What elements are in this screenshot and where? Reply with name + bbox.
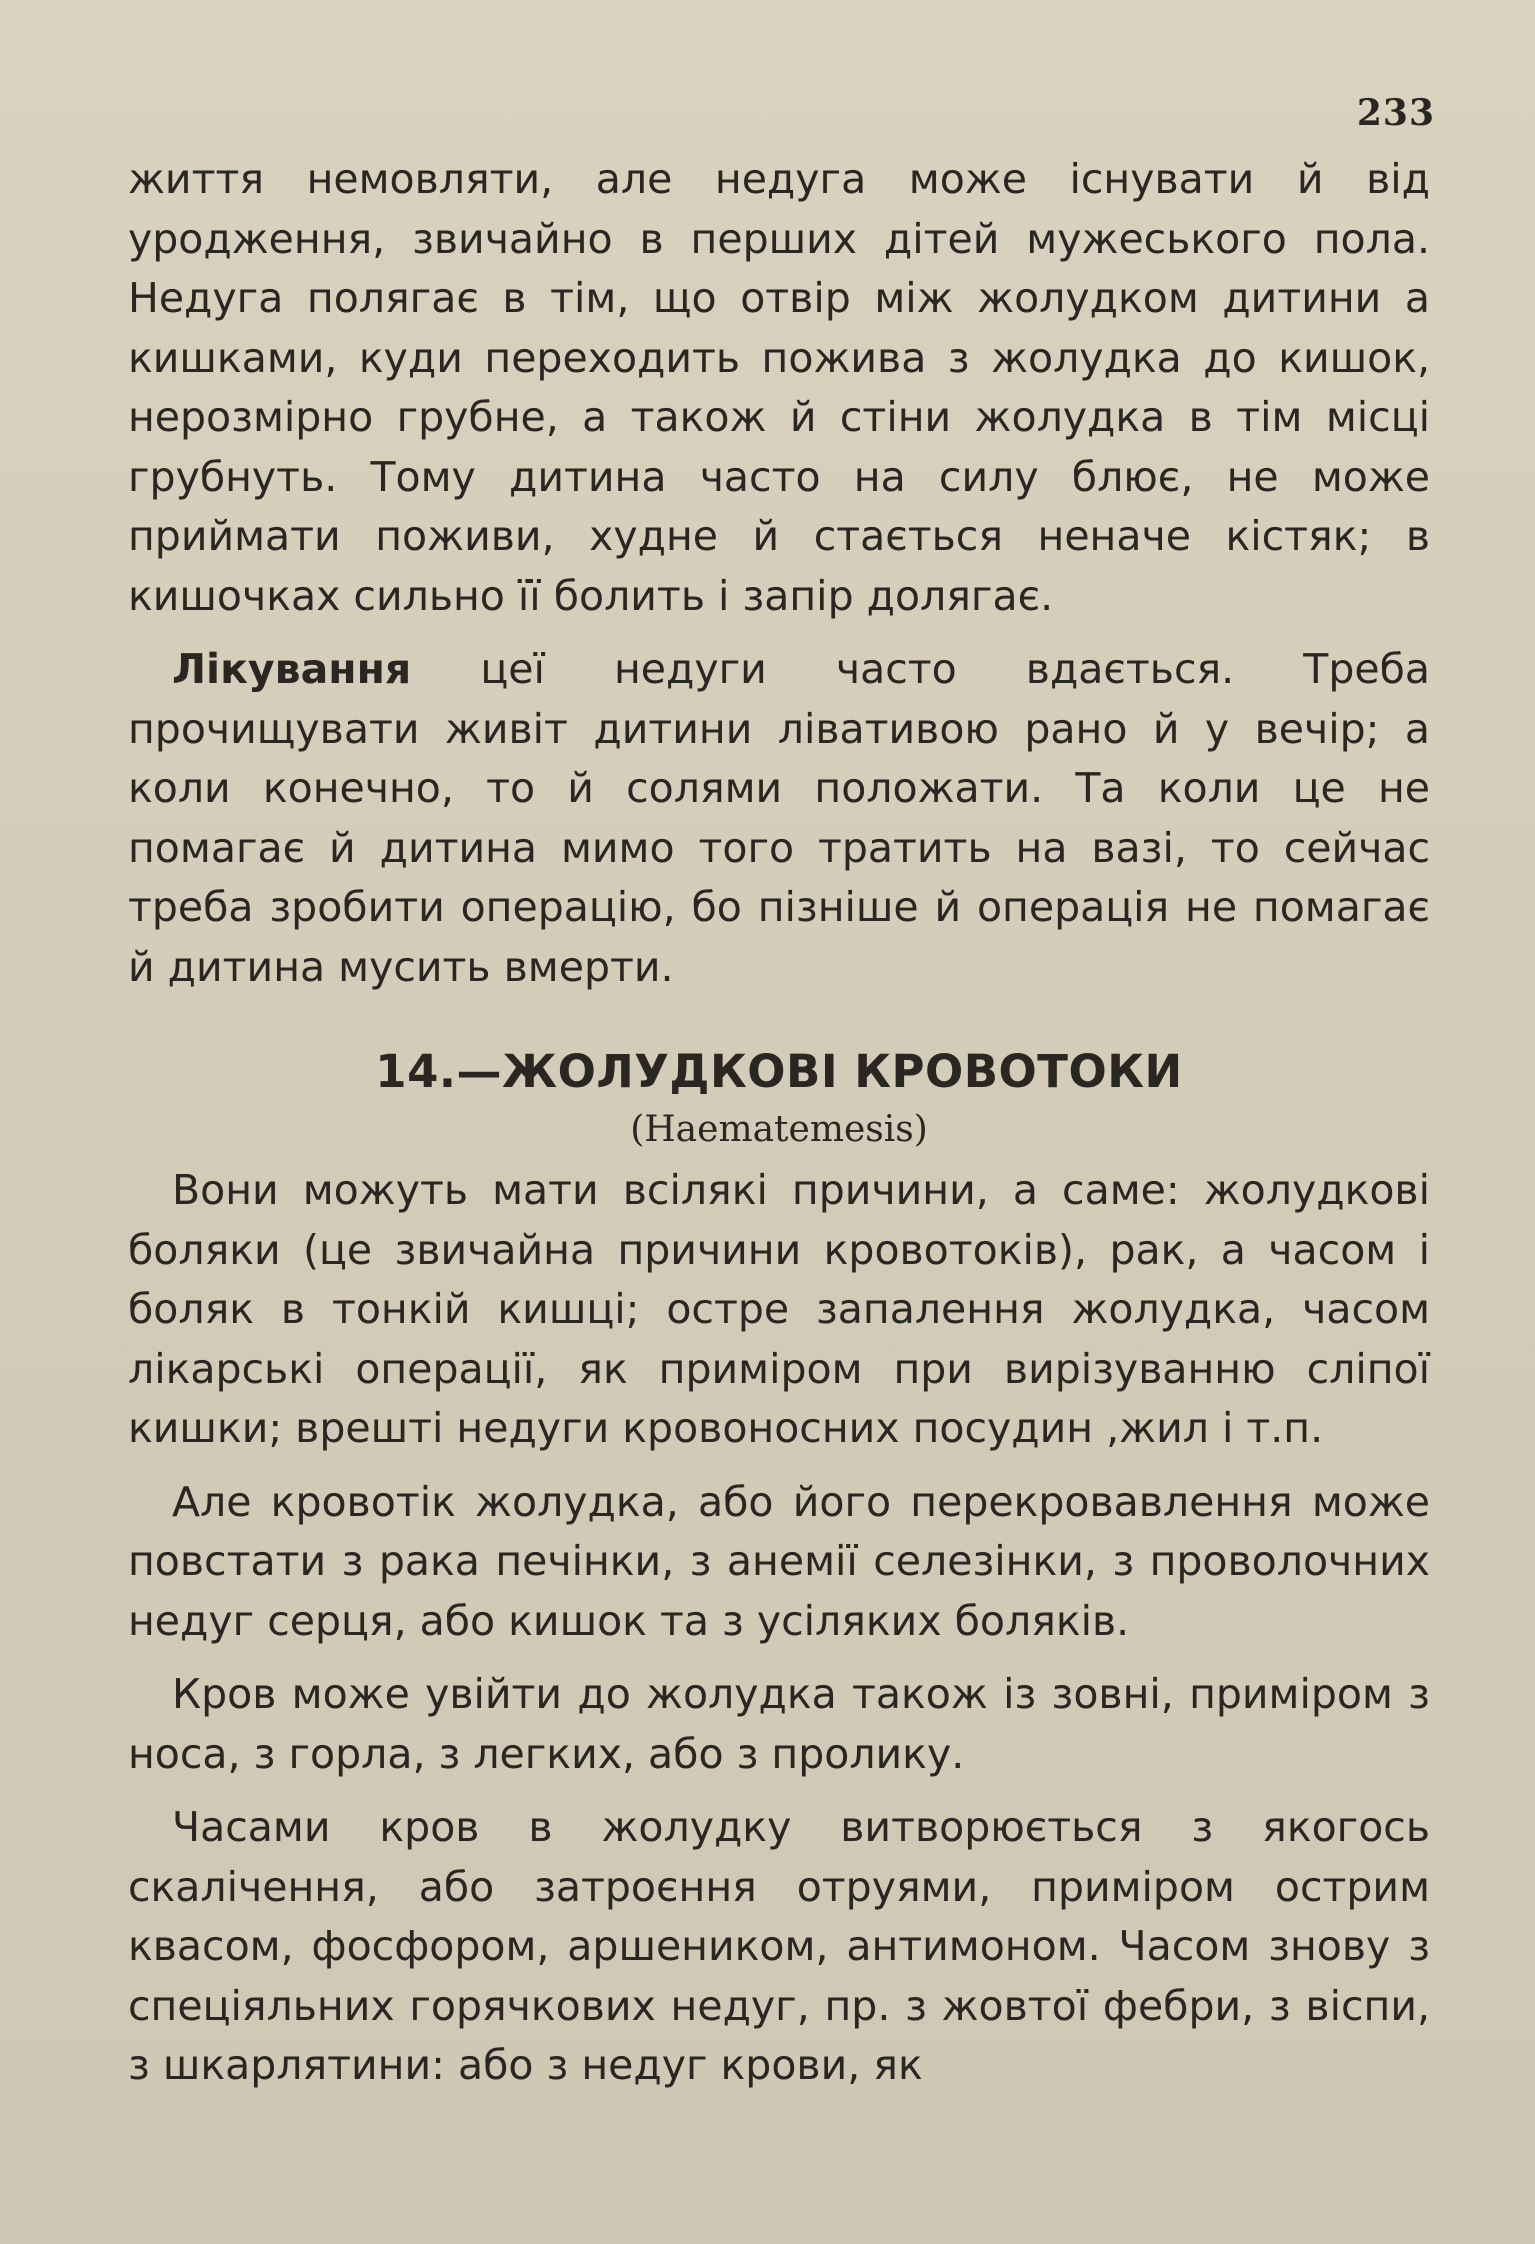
paragraph: Кров може увійти до жолудка також із зовні, приміром з носа, з горла, з легких, або з пролику. [128, 1670, 1430, 1778]
page-number: 233 [1356, 92, 1435, 134]
paragraph [128, 640, 1430, 997]
page-text [128, 150, 1430, 2110]
section-subtitle: (Haematemesis) [630, 1109, 928, 1150]
paragraph-lead-term: Лікування [172, 645, 412, 693]
section-title: 14.—ЖОЛУДКОВІ КРОВОТОКИ [375, 1045, 1183, 1098]
paragraph: Часами кров в жолудку витворюється з якогось скалічення, або затроєння отруями, приміром острим квасом, фосфором, аршеником, антимоном. Часом знову з спеціяльних горячкових недуг, пр. з жовтої фебри, з віспи, з шкарлятини: або з недуг крови, як [128, 1803, 1430, 2089]
paragraph: Але кровотік жолудка, або його перекровавлення може повстати з рака печінки, з анемії селезінки, з проволочних недуг серця, або кишок та з усіляких боляків. [128, 1477, 1430, 1645]
paragraph: Вони можуть мати всілякі причини, а саме: жолудкові боляки (це звичайна причини кровотоків), рак, а часом і боляк в тонкій кишці; остре запалення жолудка, часом лікарські операції, як приміром при вирізуванню сліпої кишки; врешті недуги кровоносних посудин ,жил і т.п. [128, 1166, 1430, 1452]
paragraph [128, 150, 1430, 626]
paragraph-text: цеї недуги часто вдається. Треба прочищувати живіт дитини лівативою рано й у вечір; а коли конечно, то й солями положати. Та коли це не помагає й дитина мимо того тратить на вазі, то сейчас треба зробити операцію, бо пізніше й операція не помагає й дитина мусить вмерти. [128, 645, 1430, 991]
paragraph-text: життя немовляти, але недуга може існувати й від уродження, звичайно в перших дітей мужеського пола. Недуга полягає в тім, що отвір між жолудком дитини а кишками, куди переходить пожива з жолудка до кишок, нерозмірно грубне, а також й стіни жолудка в тім місці грубнуть. Тому дитина часто на силу блює, не може приймати поживи, худне й стається неначе кістяк; в кишочках сильно її болить і запір долягає. [128, 155, 1430, 620]
